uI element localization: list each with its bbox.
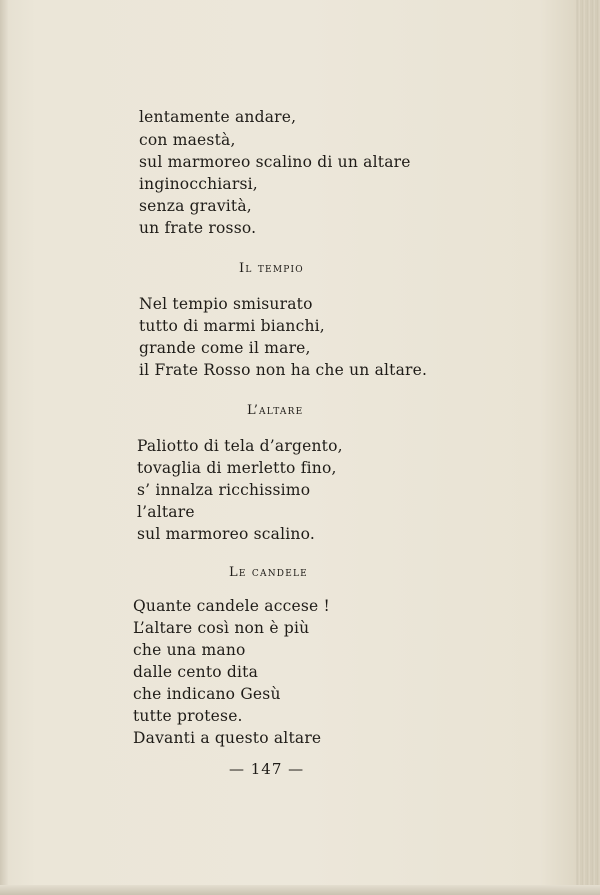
- poem-line: l’altare: [137, 503, 195, 521]
- poem-line: senza gravità,: [139, 197, 252, 215]
- poem-line: L’altare così non è più: [133, 619, 310, 637]
- section-title-candele: Le candele: [229, 565, 308, 580]
- page-bottom-edge: [0, 885, 600, 895]
- page-right-edge: [576, 0, 600, 895]
- poem-line: con maestà,: [139, 131, 236, 149]
- poem-line: un frate rosso.: [139, 219, 257, 237]
- poem-line: tovaglia di merletto fino,: [137, 459, 337, 477]
- section-title-altare: L’altare: [247, 403, 304, 418]
- page-left-edge: [0, 0, 8, 895]
- poem-line: s’ innalza ricchissimo: [137, 481, 311, 499]
- poem-line: grande come il mare,: [139, 339, 311, 357]
- poem-line: lentamente andare,: [139, 108, 297, 126]
- poem-line: inginocchiarsi,: [139, 175, 258, 193]
- poem-line: sul marmoreo scalino di un altare: [139, 153, 411, 171]
- poem-line: Davanti a questo altare: [133, 729, 322, 747]
- poem-line: Paliotto di tela d’argento,: [137, 437, 343, 455]
- poem-line: tutto di marmi bianchi,: [139, 317, 325, 335]
- poem-line: il Frate Rosso non ha che un altare.: [139, 361, 428, 379]
- section-title-tempio: Il tempio: [239, 261, 304, 276]
- poem-line: Nel tempio smisurato: [139, 295, 313, 313]
- poem-line: Quante candele accese !: [133, 597, 330, 615]
- poem-line: che indicano Gesù: [133, 685, 281, 703]
- poem-line: che una mano: [133, 641, 246, 659]
- page-number: — 147 —: [229, 760, 305, 778]
- poem-line: tutte protese.: [133, 707, 243, 725]
- poem-line: dalle cento dita: [133, 663, 259, 681]
- poem-line: sul marmoreo scalino.: [137, 525, 315, 543]
